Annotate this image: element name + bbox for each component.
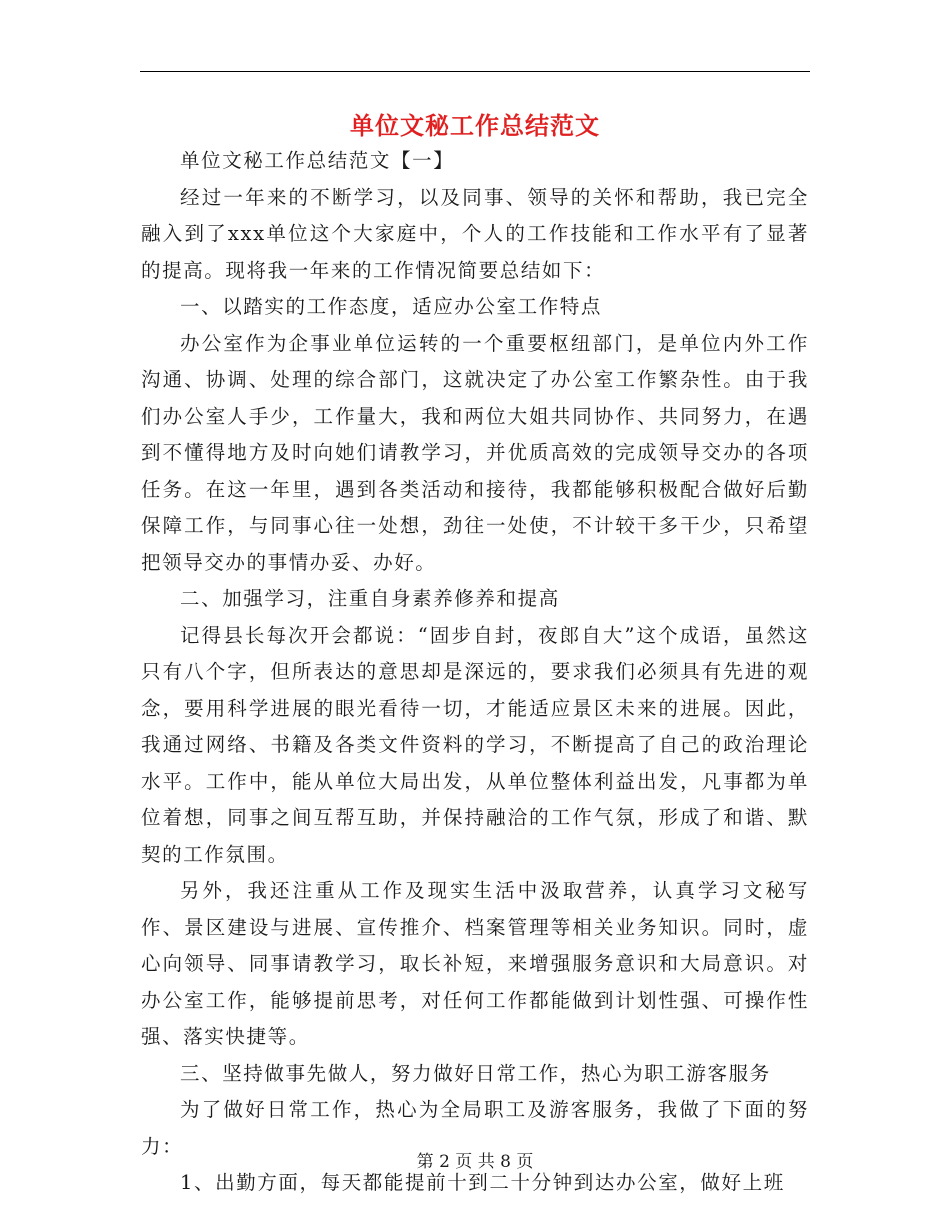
page-number: 第 2 页 共 8 页 — [416, 1152, 534, 1172]
header-rule — [140, 71, 810, 72]
paragraph-office-role: 办公室作为企事业单位运转的一个重要枢纽部门，是单位内外工作沟通、协调、处理的综合部门，这就决定了办公室工作繁杂性。由于我们办公室人手少，工作量大，我和两位大姐共同协作、共同努力，在遇到不懂得地方及时向她们请教学习，并优质高效的完成领导交办的各项任务。在这一年里，遇到各类活动和接待，我都能够积极配合做好后勤保障工作，与同事心往一处想，劲往一处使，不计较干多干少，只希望把领导交办的事情办妥、办好。 — [141, 331, 809, 574]
document-title: 单位文秘工作总结范文 — [350, 111, 600, 140]
paragraph-learning: 记得县长每次开会都说：“固步自封，夜郎自大”这个成语，虽然这只有八个字，但所表达的意思却是深远的，要求我们必须具有先进的观念，要用科学进展的眼光看待一切，才能适应景区未来的进展。因此，我通过网络、书籍及各类文件资料的学习，不断提高了自己的政治理论水平。工作中，能从单位大局出发，从单位整体利益出发，凡事都为单位着想，同事之间互帮互助，并保持融洽的工作气氛，形成了和谐、默契的工作氛围。 — [141, 623, 809, 866]
section-heading-one: 单位文秘工作总结范文【一】 — [180, 149, 455, 172]
subheading-3: 三、坚持做事先做人，努力做好日常工作，热心为职工游客服务 — [180, 1061, 771, 1085]
paragraph-intro: 经过一年来的不断学习，以及同事、领导的关怀和帮助，我已完全融入到了xxx单位这个大家庭中，个人的工作技能和工作水平有了显著的提高。现将我一年来的工作情况简要总结如下： — [141, 185, 809, 282]
paragraph-daily-work: 为了做好日常工作，热心为全局职工及游客服务，我做了下面的努力： — [141, 1098, 809, 1158]
page-footer — [0, 1150, 950, 1174]
paragraph-additionally: 另外，我还注重从工作及现实生活中汲取营养，认真学习文秘写作、景区建设与进展、宣传推介、档案管理等相关业务知识。同时，虚心向领导、同事请教学习，取长补短，来增强服务意识和大局意识。对办公室工作，能够提前思考，对任何工作都能做到计划性强、可操作性强、落实快捷等。 — [141, 879, 809, 1048]
subheading-2: 二、加强学习，注重自身素养修养和提高 — [180, 587, 560, 610]
document-body — [141, 143, 809, 1202]
list-item-attendance: 1、出勤方面，每天都能提前十到二十分钟到达办公室，做好上班 — [180, 1171, 785, 1194]
subheading-1: 一、以踏实的工作态度，适应办公室工作特点 — [180, 295, 603, 318]
